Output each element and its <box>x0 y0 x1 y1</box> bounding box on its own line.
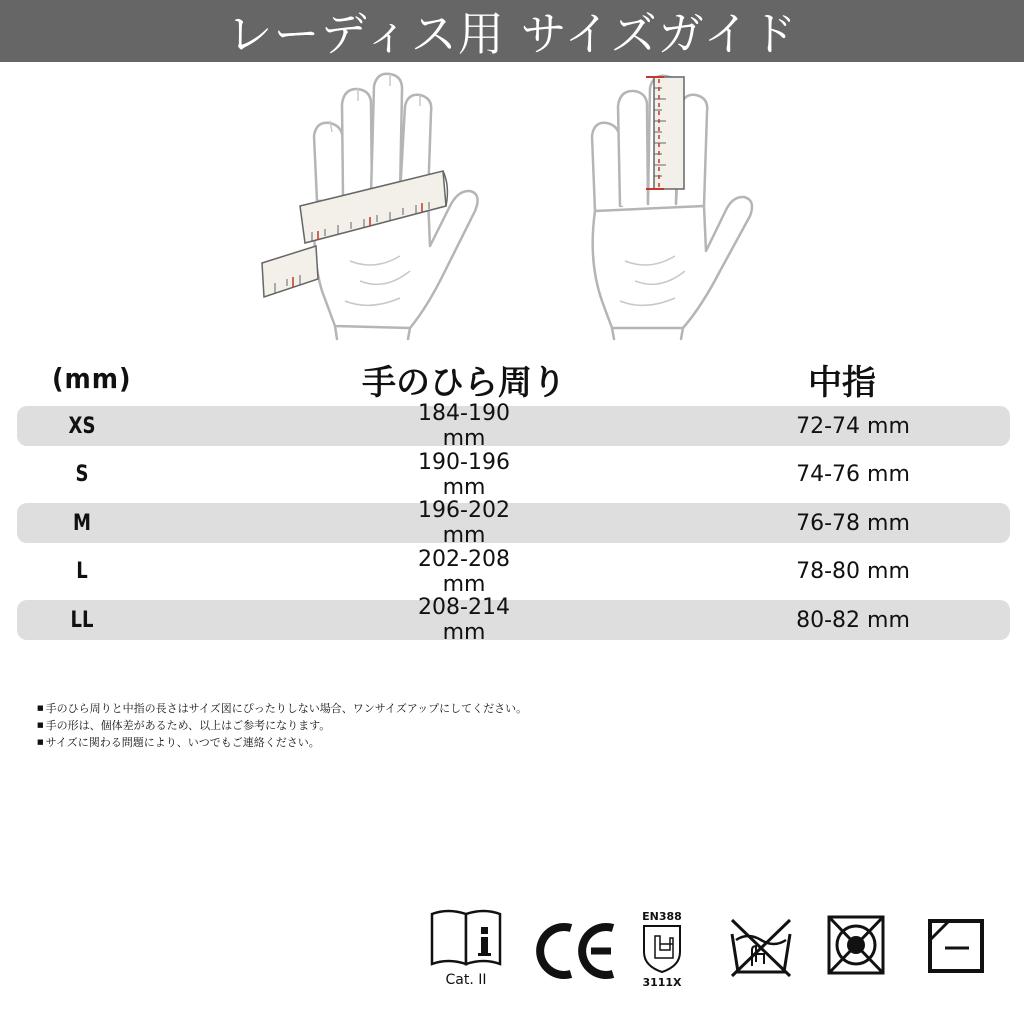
size-label: S <box>75 462 89 487</box>
do-not-wash-icon <box>728 916 794 978</box>
note-item: ■ サイズに関わる問題により、いつでもご連絡ください。 <box>37 734 527 751</box>
size-label: M <box>73 510 91 536</box>
palm-value: 184-190 mm <box>418 401 510 451</box>
instruction-manual-icon <box>430 908 504 988</box>
palm-value: 202-208 mm <box>418 546 510 597</box>
size-label: XS <box>68 413 96 439</box>
size-table <box>17 401 1010 649</box>
ce-mark-icon <box>535 920 617 980</box>
table-row <box>17 595 1010 645</box>
palm-measure-illustration <box>250 66 500 341</box>
palm-value: 208-214 mm <box>418 595 510 645</box>
table-row <box>17 401 1010 451</box>
palm-value: 196-202 mm <box>418 498 510 548</box>
certification-icons <box>0 908 1024 988</box>
finger-value: 78-80 mm <box>796 559 910 584</box>
size-label: LL <box>70 607 94 633</box>
table-row <box>17 449 1010 500</box>
size-label: L <box>76 559 88 584</box>
palm-value: 190-196 mm <box>418 449 510 500</box>
finger-value: 76-78 mm <box>796 510 910 536</box>
finger-value: 72-74 mm <box>796 413 910 439</box>
finger-value: 80-82 mm <box>796 607 910 633</box>
cat-label: Cat. II <box>445 972 487 988</box>
note-item: ■ 手のひら周りと中指の長さはサイズ図にぴったりしない場合、ワンサイズアップにしてください。 <box>37 700 527 717</box>
en388-shield-icon <box>636 908 688 990</box>
unit-header: (mm) <box>52 362 132 395</box>
note-item: ■ 手の形は、個体差があるため、以上はご参考になります。 <box>37 717 527 734</box>
dry-in-shade-icon <box>927 918 985 974</box>
do-not-tumble-dry-icon <box>826 914 886 976</box>
en-code-label: 3111X <box>642 976 682 989</box>
table-row <box>17 546 1010 597</box>
finger-value: 74-76 mm <box>796 462 910 487</box>
page-title: レーディス用 サイズガイド <box>226 7 798 61</box>
page-header <box>0 0 1024 62</box>
size-notes <box>37 700 527 751</box>
table-row <box>17 498 1010 548</box>
finger-measure-illustration <box>580 66 770 341</box>
palm-circumference-header: 手のひら周り <box>362 363 566 403</box>
en-standard-label: EN388 <box>642 910 682 923</box>
middle-finger-header: 中指 <box>808 363 876 403</box>
